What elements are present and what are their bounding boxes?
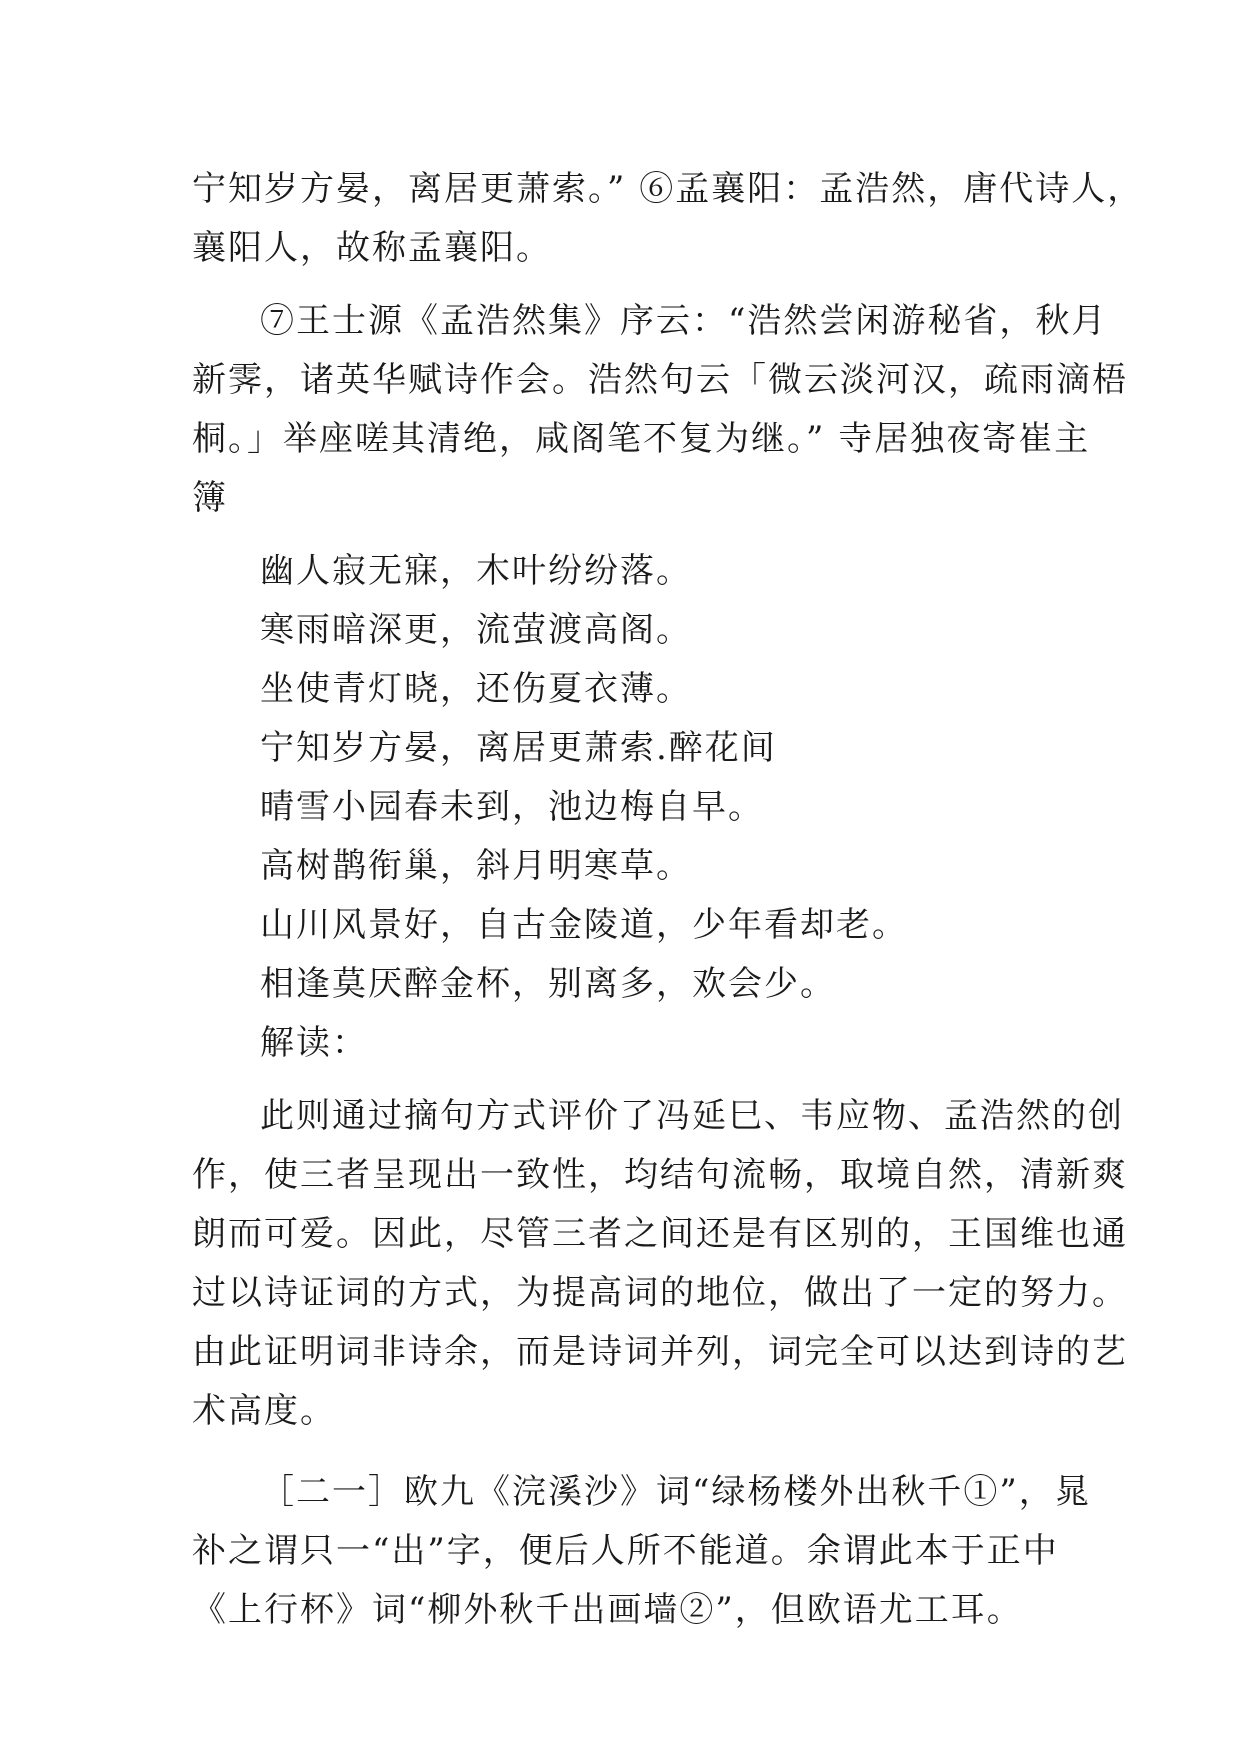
text-line: 过以诗证词的方式，为提高词的地位，做出了一定的努力。: [192, 1273, 1128, 1313]
document-page: [192, 160, 1144, 1640]
text-line: 《上行杯》词“柳外秋千出画墙②”，但欧语尤工耳。: [192, 1590, 1023, 1630]
text-line: 宁知岁方晏，离居更萧索。” ⑥孟襄阳：孟浩然，唐代诗人，: [192, 169, 1144, 209]
text-line: ［二一］欧九《浣溪沙》词“绿杨楼外出秋千①”，晁: [260, 1472, 1091, 1512]
interpretation-heading: 解读：: [260, 1023, 368, 1063]
poem-lines: [192, 542, 1062, 1073]
text-line: 术高度。: [192, 1391, 336, 1431]
poem-line: 幽人寂无寐，木叶纷纷落。: [260, 551, 692, 591]
poem-line: 高树鹊衔巢，斜月明寒草。: [260, 846, 692, 886]
paragraph-interpretation: [192, 1087, 1128, 1441]
poem-line: 坐使青灯晓，还伤夏衣薄。: [260, 669, 692, 709]
poem-line: 相逢莫厌醉金杯，别离多，欢会少。: [260, 964, 836, 1004]
paragraph-section-21: [192, 1463, 1091, 1640]
paragraph-note-continuation: [192, 160, 1144, 278]
text-line: ⑦王士源《孟浩然集》序云：“浩然尝闲游秘省，秋月: [260, 301, 1108, 341]
text-line: 新霁，诸英华赋诗作会。浩然句云「微云淡河汉，疏雨滴梧: [192, 360, 1128, 400]
text-line: 补之谓只一“出”字，便后人所不能道。余谓此本于正中: [192, 1531, 1059, 1571]
text-line: 襄阳人，故称孟襄阳。: [192, 228, 552, 268]
paragraph-note-7: [192, 292, 1128, 528]
text-line: 簿: [192, 478, 228, 518]
text-line: 桐。」举座嗟其清绝，咸阁笔不复为继。” 寺居独夜寄崔主: [192, 419, 1091, 459]
text-line: 此则通过摘句方式评价了冯延巳、韦应物、孟浩然的创: [260, 1096, 1124, 1136]
text-line: 朗而可爱。因此，尽管三者之间还是有区别的，王国维也通: [192, 1214, 1128, 1254]
text-line: 作，使三者呈现出一致性，均结句流畅，取境自然，清新爽: [192, 1155, 1128, 1195]
text-line: 由此证明词非诗余，而是诗词并列，词完全可以达到诗的艺: [192, 1332, 1128, 1372]
poem-line: 山川风景好，自古金陵道，少年看却老。: [260, 905, 908, 945]
poem-line: 晴雪小园春未到，池边梅自早。: [260, 787, 764, 827]
poem-line: 宁知岁方晏，离居更萧索.醉花间: [260, 728, 777, 768]
poem-line: 寒雨暗深更，流萤渡高阁。: [260, 610, 692, 650]
